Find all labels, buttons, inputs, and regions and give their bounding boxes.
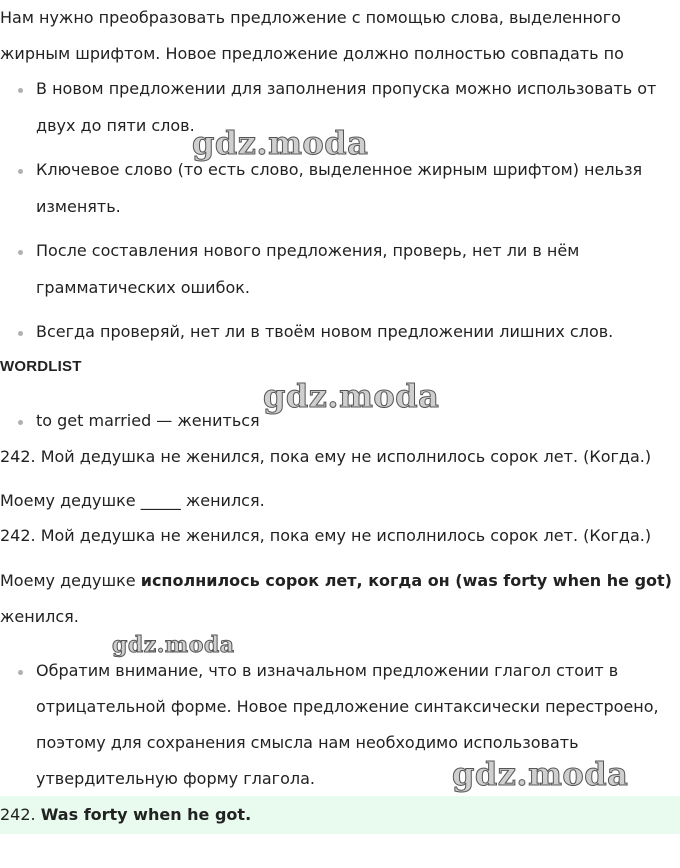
- rule-2-line-1: Ключевое слово (то есть слово, выделенное жирным шрифтом) нельзя: [36, 160, 643, 179]
- bullet-dot: [18, 88, 23, 93]
- note-line-4: утвердительную форму глагола.: [36, 769, 315, 788]
- wordlist-item: to get married — жениться: [36, 411, 260, 430]
- watermark-logo: gdz.moda: [112, 632, 235, 658]
- answer-bold: исполнилось сорок лет, когда он (was forty when he got): [140, 571, 672, 590]
- note-line-1: Обратим внимание, что в изначальном предложении глагол стоит в: [36, 661, 619, 680]
- watermark-logo: gdz.moda: [263, 377, 440, 415]
- final-answer: [0, 805, 251, 824]
- bullet-dot: [18, 670, 23, 675]
- task-question-repeat: 242. Мой дедушка не женился, пока ему не исполнилось сорок лет. (Когда.): [0, 526, 652, 545]
- final-answer-number: 242.: [0, 805, 41, 824]
- rule-3-line-1: После составления нового предложения, проверь, нет ли в нём: [36, 241, 580, 260]
- rule-2-line-2: изменять.: [36, 197, 121, 216]
- note-line-3: поэтому для сохранения смысла нам необходимо использовать: [36, 733, 579, 752]
- answer-prefix: Моему дедушке: [0, 571, 141, 590]
- intro-line-2: жирным шрифтом. Новое предложение должно полностью совпадать по: [0, 44, 624, 63]
- rule-1-line-1: В новом предложении для заполнения пропуска можно использовать от: [36, 79, 657, 98]
- bullet-dot: [18, 250, 23, 255]
- note-line-2: отрицательной форме. Новое предложение синтаксически перестроено,: [36, 697, 659, 716]
- intro-line-1: Нам нужно преобразовать предложение с помощью слова, выделенного: [0, 8, 621, 27]
- bullet-dot: [18, 169, 23, 174]
- bullet-dot: [18, 420, 23, 425]
- watermark-logo: gdz.moda: [452, 755, 629, 793]
- watermark-logo: gdz.moda: [192, 124, 369, 162]
- wordlist-heading: WORDLIST: [0, 358, 82, 375]
- task-answer-sentence: [0, 571, 672, 590]
- answer-suffix: женился.: [0, 607, 79, 626]
- rule-3-line-2: грамматических ошибок.: [36, 278, 250, 297]
- task-gapped-sentence: Моему дедушке _____ женился.: [0, 491, 265, 510]
- rule-1-line-2: двух до пяти слов.: [36, 116, 195, 135]
- final-answer-text: Was forty when he got.: [40, 805, 252, 824]
- task-question: 242. Мой дедушка не женился, пока ему не исполнилось сорок лет. (Когда.): [0, 447, 652, 466]
- bullet-dot: [18, 331, 23, 336]
- rule-4-line-1: Всегда проверяй, нет ли в твоём новом предложении лишних слов.: [36, 322, 614, 341]
